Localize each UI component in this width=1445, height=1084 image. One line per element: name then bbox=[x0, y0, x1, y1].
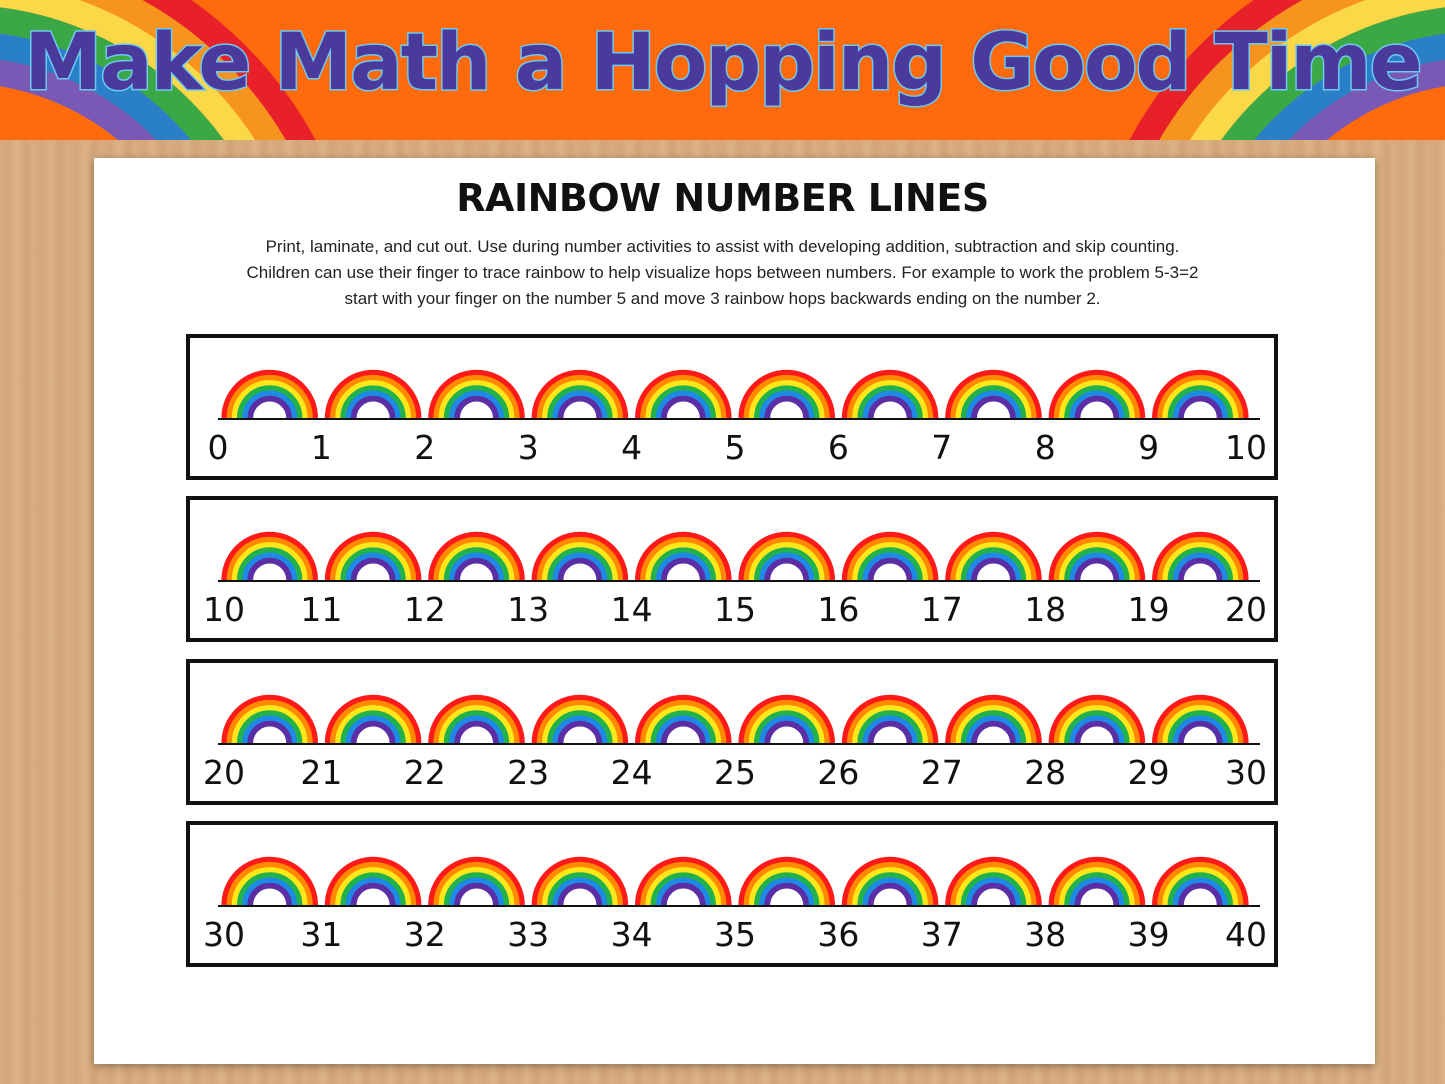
rainbow-hop-icon bbox=[1052, 535, 1143, 580]
number-label: 31 bbox=[300, 915, 343, 954]
number-label: 14 bbox=[610, 590, 653, 629]
rainbow-hop-icon bbox=[328, 535, 419, 580]
rainbow-hop-icon bbox=[1052, 373, 1143, 418]
rainbow-hop-icon bbox=[845, 860, 936, 905]
rainbow-hop-icon bbox=[845, 373, 936, 418]
rainbow-hop-icon bbox=[638, 373, 729, 418]
number-label: 34 bbox=[610, 915, 653, 954]
number-line-strip bbox=[186, 821, 1278, 967]
number-label: 23 bbox=[507, 753, 550, 792]
rainbow-hop-icon bbox=[638, 860, 729, 905]
rainbow-hop-icon bbox=[741, 373, 832, 418]
instructions bbox=[160, 234, 1285, 312]
number-label: 30 bbox=[1225, 753, 1267, 792]
number-label: 24 bbox=[610, 753, 653, 792]
rainbow-hop-icon bbox=[328, 860, 419, 905]
banner-title: Make Math a Hopping Good Time bbox=[24, 18, 1421, 108]
number-label: 11 bbox=[300, 590, 343, 629]
rainbow-hop-icon bbox=[535, 860, 626, 905]
instructions-line: start with your finger on the number 5 and move 3 rainbow hops backwards ending on the number 2. bbox=[344, 289, 1101, 308]
number-label: 35 bbox=[714, 915, 756, 954]
number-label: 26 bbox=[817, 753, 860, 792]
number-label: 12 bbox=[403, 590, 446, 629]
rainbow-hop-icon bbox=[431, 535, 522, 580]
number-label: 6 bbox=[827, 428, 849, 467]
number-label: 30 bbox=[203, 915, 245, 954]
rainbow-hop-icon bbox=[224, 860, 315, 905]
rainbow-hop-icon bbox=[1155, 698, 1246, 743]
number-label: 40 bbox=[1225, 915, 1267, 954]
page-title: RAINBOW NUMBER LINES bbox=[456, 176, 989, 220]
instructions-line: Print, laminate, and cut out. Use during number activities to assist with developing addition, subtraction and skip counting. bbox=[265, 237, 1180, 256]
rainbow-hop-icon bbox=[741, 698, 832, 743]
rainbow-hop-icon bbox=[845, 698, 936, 743]
number-label: 38 bbox=[1024, 915, 1067, 954]
rainbow-hop-icon bbox=[948, 373, 1039, 418]
rainbow-hop-icon bbox=[1155, 373, 1246, 418]
rainbow-hop-icon bbox=[638, 698, 729, 743]
number-label: 20 bbox=[1225, 590, 1267, 629]
number-label: 29 bbox=[1127, 753, 1170, 792]
number-label: 10 bbox=[203, 590, 245, 629]
number-label: 33 bbox=[507, 915, 550, 954]
rainbow-hop-icon bbox=[948, 860, 1039, 905]
number-label: 39 bbox=[1127, 915, 1170, 954]
number-label: 16 bbox=[817, 590, 860, 629]
rainbow-hop-icon bbox=[1052, 860, 1143, 905]
number-line-strip bbox=[186, 496, 1278, 642]
number-label: 25 bbox=[714, 753, 756, 792]
rainbow-hop-icon bbox=[741, 535, 832, 580]
number-label: 17 bbox=[920, 590, 963, 629]
rainbow-hop-icon bbox=[328, 698, 419, 743]
rainbow-hop-icon bbox=[948, 698, 1039, 743]
number-label: 20 bbox=[203, 753, 245, 792]
number-label: 5 bbox=[724, 428, 746, 467]
rainbow-hop-icon bbox=[535, 373, 626, 418]
number-label: 7 bbox=[931, 428, 953, 467]
rainbow-hop-icon bbox=[431, 698, 522, 743]
rainbow-hop-icon bbox=[1155, 860, 1246, 905]
rainbow-hop-icon bbox=[638, 535, 729, 580]
number-label: 19 bbox=[1127, 590, 1170, 629]
rainbow-hop-icon bbox=[224, 373, 315, 418]
rainbow-hop-icon bbox=[328, 373, 419, 418]
number-label: 10 bbox=[1225, 428, 1267, 467]
rainbow-hop-icon bbox=[224, 698, 315, 743]
rainbow-hop-icon bbox=[431, 373, 522, 418]
number-label: 15 bbox=[714, 590, 756, 629]
rainbow-hop-icon bbox=[741, 860, 832, 905]
rainbow-hop-icon bbox=[845, 535, 936, 580]
number-label: 21 bbox=[300, 753, 343, 792]
number-label: 1 bbox=[310, 428, 332, 467]
rainbow-hop-icon bbox=[948, 535, 1039, 580]
rainbow-hop-icon bbox=[1155, 535, 1246, 580]
number-label: 4 bbox=[621, 428, 643, 467]
number-label: 36 bbox=[817, 915, 860, 954]
rainbow-hop-icon bbox=[535, 535, 626, 580]
rainbow-hop-icon bbox=[224, 535, 315, 580]
number-label: 22 bbox=[403, 753, 446, 792]
number-line-strip bbox=[186, 659, 1278, 805]
number-line-strip bbox=[186, 334, 1278, 480]
instructions-line: Children can use their finger to trace rainbow to help visualize hops between numbers. For example to work the problem 5-3=2 bbox=[246, 263, 1199, 282]
number-label: 2 bbox=[414, 428, 436, 467]
number-label: 0 bbox=[207, 428, 229, 467]
number-label: 8 bbox=[1034, 428, 1056, 467]
number-label: 32 bbox=[403, 915, 446, 954]
number-label: 3 bbox=[517, 428, 539, 467]
number-label: 27 bbox=[920, 753, 963, 792]
banner bbox=[0, 0, 1445, 140]
number-label: 13 bbox=[507, 590, 550, 629]
number-label: 9 bbox=[1138, 428, 1160, 467]
number-label: 18 bbox=[1024, 590, 1067, 629]
number-label: 28 bbox=[1024, 753, 1067, 792]
number-label: 37 bbox=[920, 915, 963, 954]
rainbow-hop-icon bbox=[431, 860, 522, 905]
rainbow-hop-icon bbox=[535, 698, 626, 743]
rainbow-hop-icon bbox=[1052, 698, 1143, 743]
